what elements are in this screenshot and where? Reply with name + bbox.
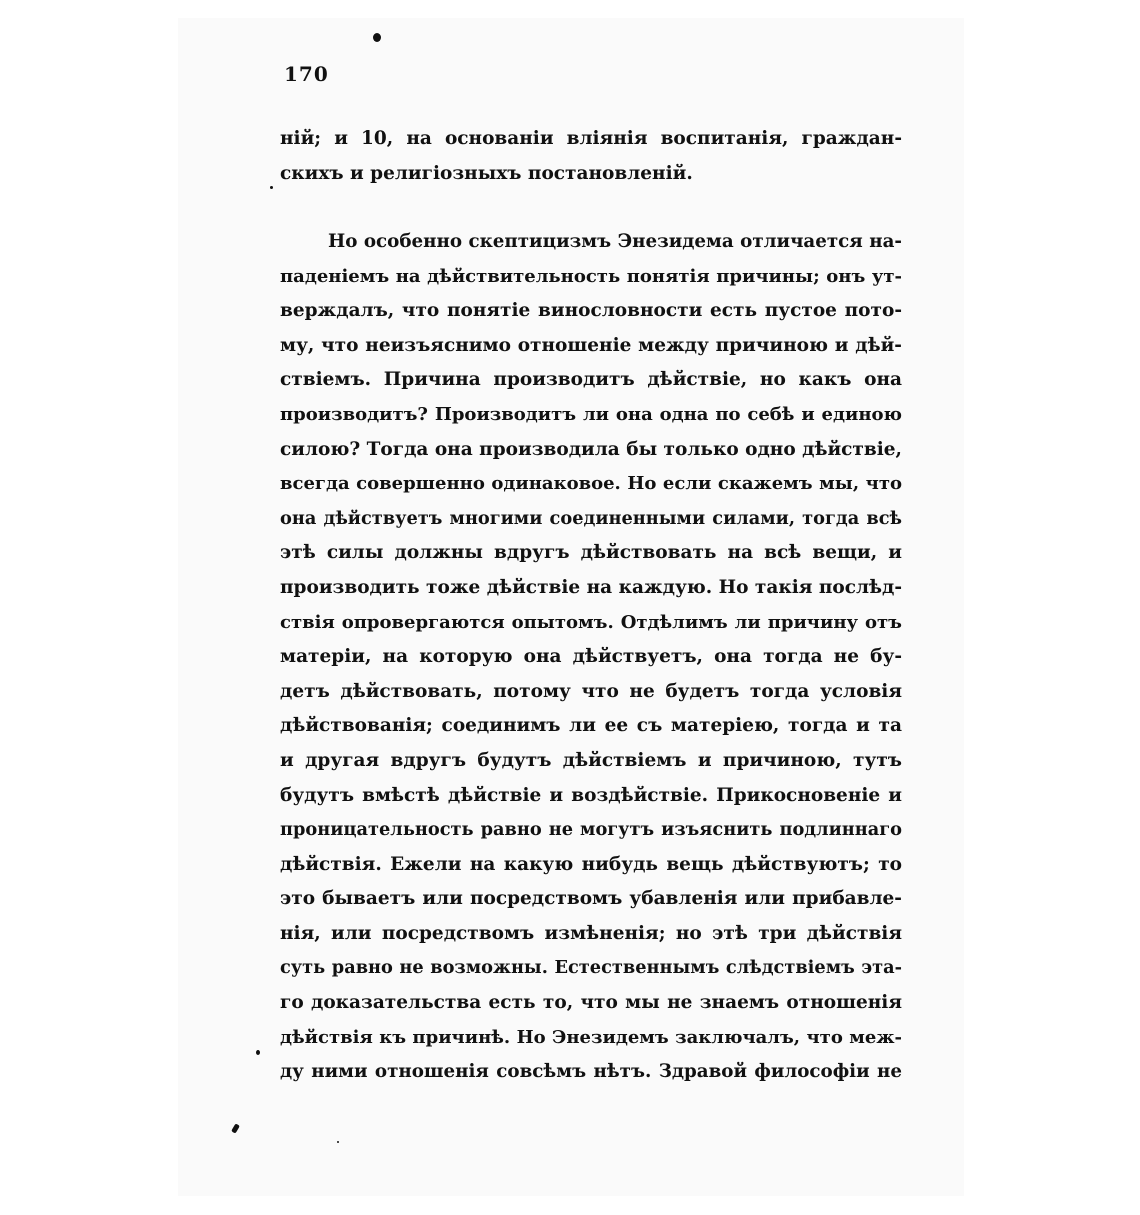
text-line: это бываетъ или посредствомъ убавленія или прибавле- bbox=[280, 888, 902, 910]
text-line: этѣ силы должны вдругъ дѣйствовать на всѣ вещи, и bbox=[280, 542, 902, 564]
text-line: ствіемъ. Причина производитъ дѣйствіе, но какъ она bbox=[280, 369, 902, 391]
text-line: скихъ и религіозныхъ постановленій. bbox=[280, 162, 693, 184]
text-line: суть равно не возможны. Естественнымъ слѣдствіемъ эта- bbox=[280, 957, 902, 979]
text-line: матеріи, на которую она дѣйствуетъ, она тогда не бу- bbox=[280, 646, 902, 668]
text-line: производитъ? Производитъ ли она одна по себѣ и единою bbox=[280, 403, 902, 425]
page-number: 170 bbox=[284, 62, 329, 86]
text-line: паденіемъ на дѣйствительность понятія причины; онъ ут- bbox=[280, 265, 902, 287]
text-line: верждалъ, что понятіе винословности есть пустое пото- bbox=[280, 300, 902, 322]
ink-speck bbox=[256, 1050, 260, 1055]
text-line: нія, или посредствомъ измѣненія; но этѣ три дѣйствія bbox=[280, 922, 902, 944]
text-line: ній; и 10, на основаніи вліянія воспитанія, граждан- bbox=[280, 128, 902, 149]
text-line: она дѣйствуетъ многими соединенными силами, тогда всѣ bbox=[280, 507, 902, 529]
continuation-text bbox=[280, 122, 902, 191]
text-line: му, что неизъяснимо отношеніе между причиною и дѣй- bbox=[280, 334, 902, 356]
text-line: проницательность равно не могутъ изъяснить подлиннаго bbox=[280, 819, 902, 841]
text-line: ду ними отношенія совсѣмъ нѣтъ. Здравой философіи не bbox=[280, 1061, 902, 1083]
paragraph bbox=[280, 225, 902, 1090]
text-line: силою? Тогда она производила бы только одно дѣйствіе, bbox=[280, 438, 902, 460]
text-line: детъ дѣйствовать, потому что не будетъ тогда условія bbox=[280, 680, 902, 702]
text-line: ствія опровергаются опытомъ. Отдѣлимъ ли причину отъ bbox=[280, 611, 902, 633]
text-line: дѣйствія. Ежели на какую нибудь вещь дѣйствуютъ; то bbox=[280, 853, 902, 875]
text-line: Но особенно скептицизмъ Энезидема отличается на- bbox=[328, 231, 902, 252]
text-line: го доказательства есть то, что мы не знаемъ отношенія bbox=[280, 992, 902, 1014]
text-line: дѣйствія къ причинѣ. Но Энезидемъ заключалъ, что меж- bbox=[280, 1026, 902, 1048]
ink-speck bbox=[270, 186, 273, 189]
text-line: и другая вдругъ будутъ дѣйствіемъ и причиною, тутъ bbox=[280, 749, 902, 771]
ink-speck bbox=[337, 1141, 339, 1143]
text-line: дѣйствованія; соединимъ ли ее съ матеріею, тогда и та bbox=[280, 715, 902, 737]
text-line: будутъ вмѣстѣ дѣйствіе и воздѣйствіе. Прикосновеніе и bbox=[280, 784, 902, 806]
text-line: всегда совершенно одинаковое. Но если скажемъ мы, что bbox=[280, 473, 902, 495]
text-line: производить тоже дѣйствіе на каждую. Но такія послѣд- bbox=[280, 576, 903, 598]
ink-speck bbox=[373, 33, 381, 42]
